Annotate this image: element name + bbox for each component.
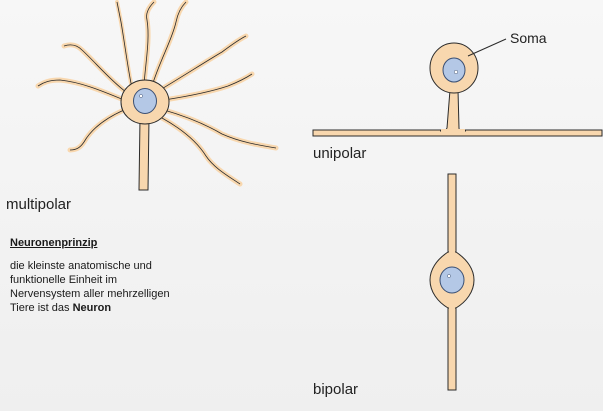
principle-title: Neuronenprinzip (10, 237, 98, 249)
multipolar-neuron (38, 2, 276, 190)
unipolar-neuron (313, 39, 602, 136)
soma-pointer-line (468, 39, 506, 56)
soma-label: Soma (510, 30, 547, 46)
principle-emphasis: Neuron (72, 302, 112, 314)
dendrite (162, 118, 240, 184)
bipolar-neuron (430, 174, 474, 390)
neuron-principle-box (10, 236, 185, 315)
nucleolus (454, 70, 458, 74)
dendrite (70, 110, 124, 150)
bipolar-label: bipolar (313, 381, 359, 398)
unipolar-label: unipolar (313, 145, 367, 162)
dendrite (117, 2, 132, 88)
principle-text: die kleinste anatomische und funktionelle Einheit im Nervensystem aller mehrzelligen Tiere ist das (10, 260, 170, 314)
nucleolus (139, 94, 142, 97)
multipolar-axon (139, 118, 149, 190)
nucleolus (447, 274, 450, 277)
dendrite (64, 45, 126, 92)
bipolar-nucleus (440, 267, 464, 293)
dendrite (38, 80, 124, 100)
multipolar-nucleus (134, 89, 157, 114)
unipolar-stalk (440, 90, 466, 131)
unipolar-nucleus (443, 58, 465, 82)
multipolar-label: multipolar (6, 196, 72, 213)
dendrite (152, 2, 186, 86)
